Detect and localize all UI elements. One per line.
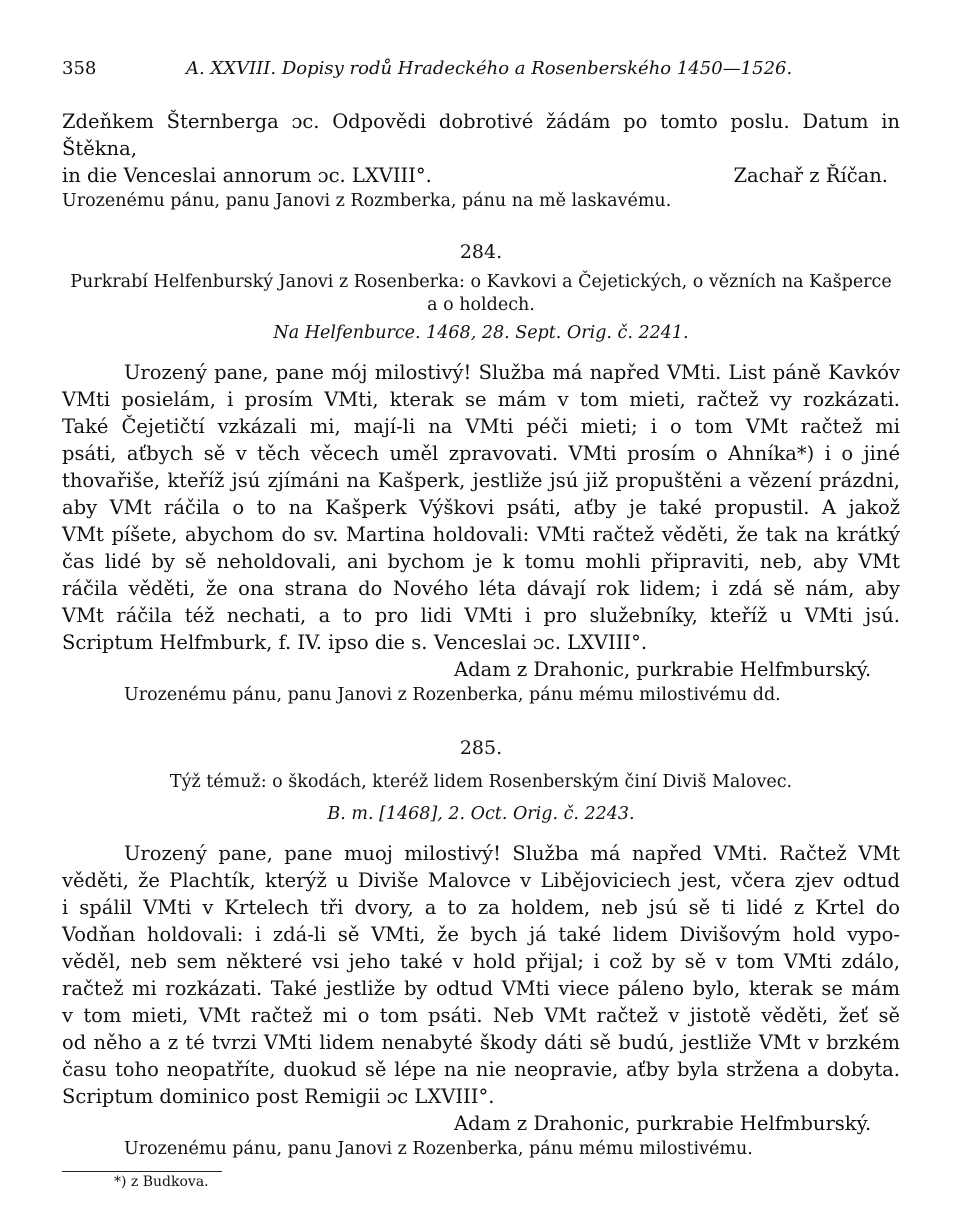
summary-line: a o holdech. [427,295,535,315]
signature: Zachař z Říčan. [733,164,888,187]
letter-number: 284. [459,241,503,263]
address-line: Urozenému pánu, panu Janovi z Rozenberka, pánu mému milostivému dd. [124,685,781,705]
letter-summary [62,271,900,317]
text-line: Urozený pane, pane mój milostivý! Služba má napřed VMti. List páně Kavkóv [124,361,900,384]
text-line: Také Čejetičtí vzkázali mi, mají-li na VMti péči mieti; i o tom VMt račtež mi [62,415,900,438]
summary-line: Purkrabí Helfenburský Janovi z Rosenberka: o Kavkovi a Čejetických, o vězních na Kašperce [70,272,892,292]
text-line: Scriptum dominico post Remigii ɔc LXVIII°. [62,1085,495,1108]
text-line: thovařiše, kteříž jsú zjímáni na Kašperk, jestliže jsú již propuštěni a vězení prázdni, [62,469,900,492]
footnote: *) z Budkova. [114,1174,209,1190]
text-line: VMt ráčila též nechati, a to pro lidi VMti i pro služebníky, kteříž u VMti jsú. [62,604,900,627]
closing-date: in die Venceslai annorum ɔc. LXVIII°. [62,164,432,187]
text-line: času toho neopatříte, duokud sě lépe na nie neopravie, aťby byla stržena a dobyta. [62,1058,900,1081]
running-title: A. XXVIII. Dopisy rodů Hradeckého a Rosenberského 1450—1526. [186,58,793,79]
text-line: v tom mieti, VMt račtež mi o tom psáti. Neb VMt račtež v jistotě věděti, žeť sě [62,1004,900,1027]
text-line: psáti, aťbych sě v těch věcech uměl zpravovati. VMti prosím o Ahníka*) i o jiné [62,442,900,465]
letter-body [62,840,900,1110]
text-line: věděti, že Plachtík, kterýž u Diviše Malovce v Libějoviciech jest, včera zjev odtud [62,869,900,892]
text-line: Zdeňkem Šternberga ɔc. Odpovědi dobrotivé žádám po tomto poslu. Datum in Štěkna, [62,110,900,160]
page [62,58,900,1192]
text-line: Urozený pane, pane muoj milostivý! Služba má napřed VMti. Račtež VMt [124,842,900,865]
text-line: od něho a z té tvrzi VMti lidem nenabyté škody dáti sě budú, jestliže VMt v brzkém [62,1031,900,1054]
text-line: ráčila věděti, že ona strana do Nového léta dávají rok lidem; i zdá sě nám, aby [62,577,900,600]
text-line: Vodňan holdovali: i zdá-li sě VMti, že bych já také lidem Divišovým hold vypo- [62,923,900,946]
letter-source: B. m. [1468], 2. Oct. Orig. č. 2243. [327,804,635,824]
letter-number: 285. [459,737,503,759]
text-line: aby VMt ráčila o to na Kašperk Výškovi psáti, aťby je také propustil. A jakož [62,496,900,519]
page-header [62,58,900,86]
letter-285 [62,735,900,1161]
text-line: věděl, neb sem některé vsi jeho také v hold přijal; i což by sě v tom VMti zdálo, [62,950,900,973]
signature: Adam z Drahonic, purkrabie Helfmburský. [454,658,872,681]
text-line: i spálil VMti v Krtelech tři dvory, a to za holdem, neb jsú sě ti lidé z Krtel do [62,896,900,919]
letter-summary: Týž témuž: o škodách, kteréž lidem Rosenberským činí Diviš Malovec. [169,772,793,792]
text-line: VMti posielám, i prosím VMti, kterak se mám v tom mieti, račtež vy rozkázati. [62,388,900,411]
signature: Adam z Drahonic, purkrabie Helfmburský. [454,1112,872,1135]
text-line: Scriptum Helfmburk, f. IV. ipso die s. Venceslai ɔc. LXVIII°. [62,631,648,654]
letter-body [62,359,900,656]
letter-284 [62,239,900,707]
address-line: Urozenému pánu, panu Janovi z Rozmberka, pánu na mě laskavému. [62,191,672,211]
text-line [62,162,900,189]
text-line: čas lidé by sě neholdovali, ani bychom je k tomu mohli připraviti, neb, aby VMt [62,550,900,573]
page-number: 358 [62,58,97,79]
letter-source: Na Helfenburce. 1468, 28. Sept. Orig. č. 2241. [273,323,689,343]
previous-letter-ending [62,108,900,213]
address-line: Urozenému pánu, panu Janovi z Rozenberka, pánu mému milostivému. [124,1139,753,1159]
text-line: račtež mi rozkázati. Také jestliže by odtud VMti viece páleno bylo, kterak se mám [62,977,900,1000]
text-line: VMt píšete, abychom do sv. Martina holdovali: VMti račtež věděti, že tak na krátký [62,523,900,546]
